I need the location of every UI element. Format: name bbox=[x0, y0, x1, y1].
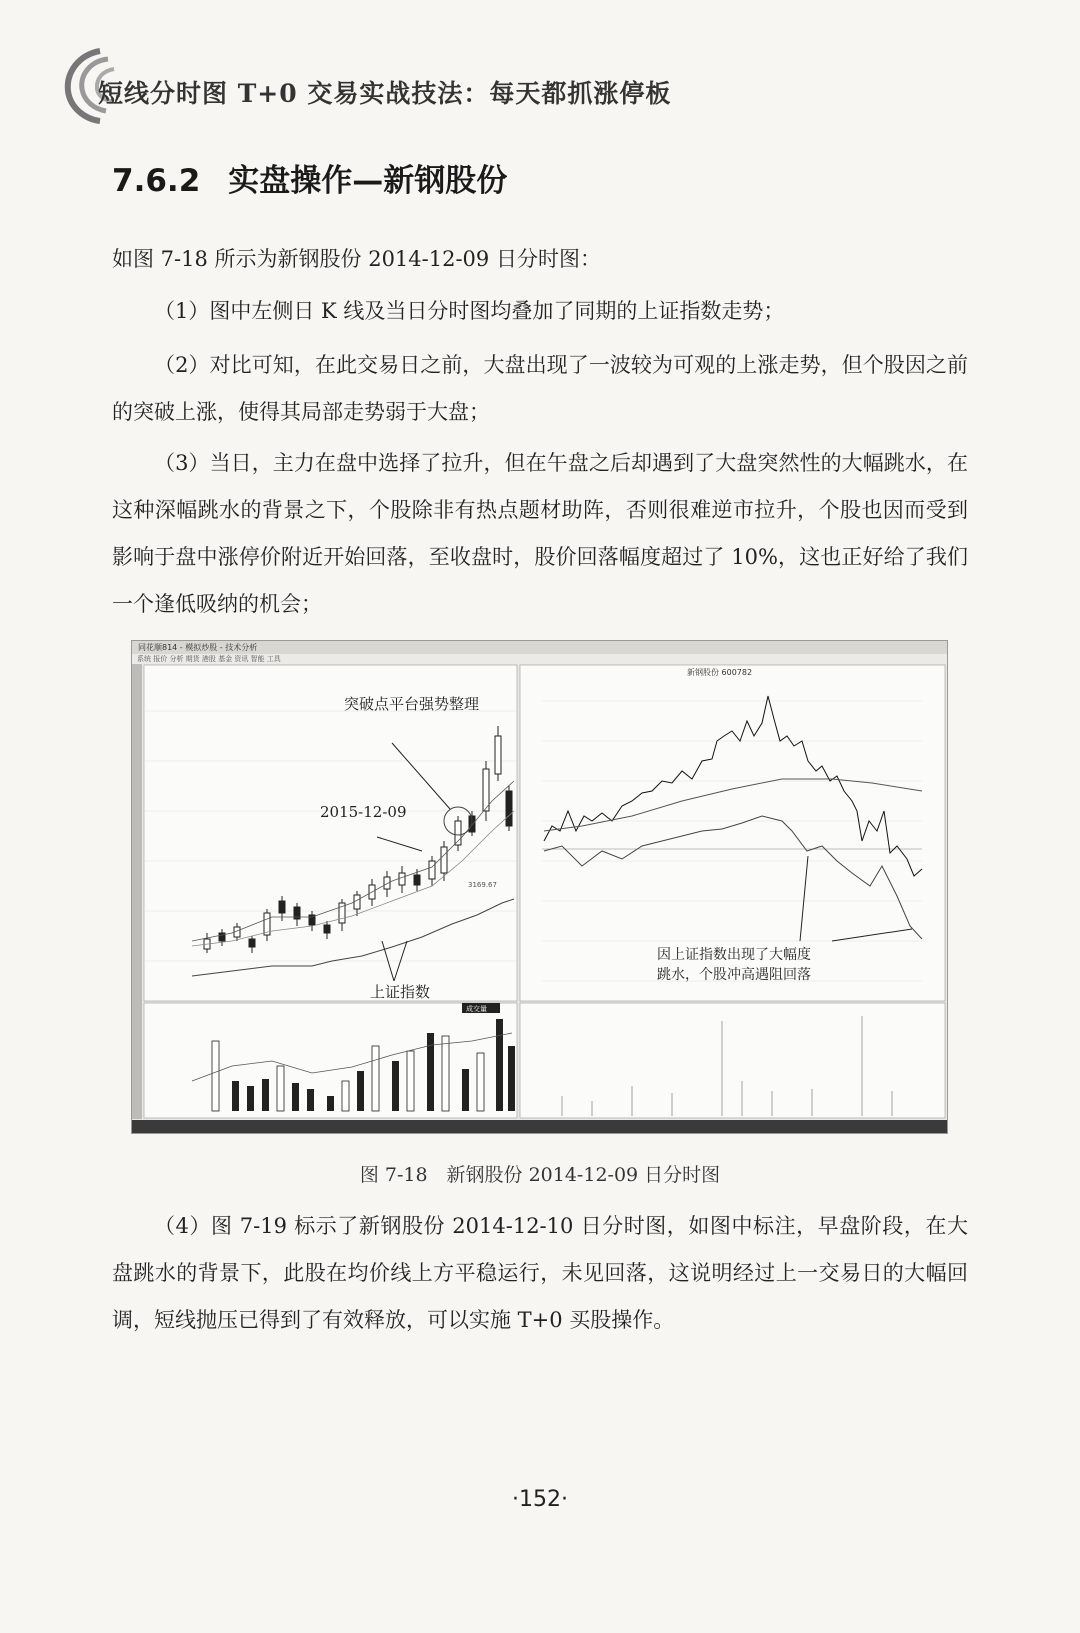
running-head: 短线分时图 T+0 交易实战技法：每天都抓涨停板 bbox=[98, 79, 672, 108]
window-title: 同花顺814 - 模拟炒股 - 技术分析 bbox=[138, 643, 258, 652]
paragraph-point-3: （3）当日，主力在盘中选择了拉升，但在午盘之后却遇到了大盘突然性的大幅跳水，在这种深幅跳水的背景之下，个股除非有热点题材助阵，否则很难逆市拉升，个股也因而受到影响于盘中涨停价附近开始回落，至收盘时，股价回落幅度超过了 10%，这也正好给了我们一个逢低吸纳的机会； bbox=[112, 451, 968, 616]
section-heading bbox=[112, 155, 507, 200]
page-number: ·152· bbox=[512, 1487, 568, 1512]
paragraph-point-1: （1）图中左侧日 K 线及当日分时图均叠加了同期的上证指数走势； bbox=[154, 299, 785, 323]
annotation-breakout: 突破点平台强势整理 bbox=[344, 695, 480, 713]
paragraph-point-4: （4）图 7-19 标示了新钢股份 2014-12-10 日分时图，如图中标注，早盘阶段，在大盘跳水的背景下，此股在均价线上方平稳运行，未见回落，这说明经过上一交易日的大幅回调，短线抛压已得到了有效释放，可以实施 T+0 买股操作。 bbox=[112, 1214, 968, 1332]
volume-label: 成交量 bbox=[466, 1005, 487, 1013]
section-title: 实盘操作—新钢股份 bbox=[228, 163, 508, 199]
paragraph-point-2: （2）对比可知，在此交易日之前，大盘出现了一波较为可观的上涨走势，但个股因之前的突破上涨，使得其局部走势弱于大盘； bbox=[112, 353, 968, 424]
annotation-index: 上证指数 bbox=[370, 983, 431, 1001]
annotation-intraday-line1: 因上证指数出现了大幅度 bbox=[657, 947, 811, 963]
annotation-date: 2015-12-09 bbox=[320, 803, 407, 821]
stock-title: 新钢股份 600782 bbox=[687, 668, 753, 677]
figure-stock-chart bbox=[131, 640, 948, 1134]
annotation-intraday-line2: 跳水，个股冲高遇阻回落 bbox=[657, 967, 811, 983]
figure-caption: 图 7-18 新钢股份 2014-12-09 日分时图 bbox=[359, 1164, 721, 1186]
paragraph-intro: 如图 7-18 所示为新钢股份 2014-12-09 日分时图： bbox=[112, 247, 601, 271]
section-number: 7.6.2 bbox=[112, 163, 201, 199]
svg-text:系统 报价 分析 期货 港股 基金 资讯 智能 工具: 系统 报价 分析 期货 港股 基金 资讯 智能 工具 bbox=[137, 655, 281, 663]
index-value-label: 3169.67 bbox=[468, 881, 497, 889]
